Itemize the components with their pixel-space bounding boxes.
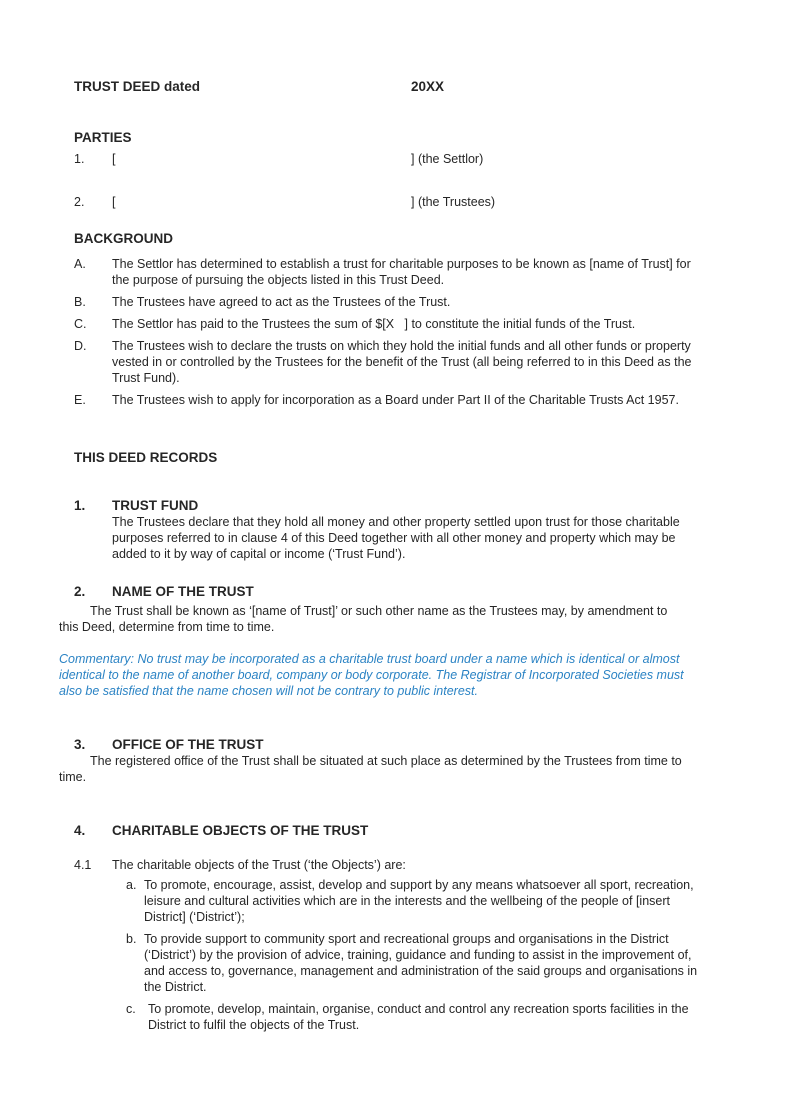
object-text: To promote, develop, maintain, organise, conduct and control any recreation sports facilities in the District to fulfil the objects of the Trust.: [148, 1002, 689, 1032]
item-text: The Trustees have agreed to act as the Trustees of the Trust.: [112, 295, 451, 309]
background-item-c: [74, 316, 750, 332]
section-heading-trust-fund: [74, 498, 750, 514]
section-title: NAME OF THE TRUST: [112, 584, 254, 599]
item-label: E.: [74, 393, 86, 407]
background-heading: BACKGROUND: [74, 231, 173, 246]
party-role-settlor: ] (the Settlor): [411, 152, 484, 166]
clause-4-1: [74, 857, 750, 873]
section-body-office-of-trust: The registered office of the Trust shall be situated at such place as determined by the Trustees from time to time.: [59, 754, 682, 784]
party-role-trustees: ] (the Trustees): [411, 195, 496, 209]
clause-number: 4.1: [74, 858, 92, 872]
item-text: The Trustees wish to declare the trusts on which they hold the initial funds and all other funds or property vested in or controlled by the Trustees for the benefit of the Trust (all being referred to in this Deed as the Trust Fund).: [112, 339, 692, 385]
object-item-a: [126, 877, 750, 925]
item-label: B.: [74, 295, 86, 309]
document-year: 20XX: [411, 79, 445, 94]
item-label: A.: [74, 257, 86, 271]
bracket-open: [: [112, 195, 116, 209]
section-body-name-of-trust: The Trust shall be known as ‘[name of Trust]’ or such other name as the Trustees may, by amendment to this Deed, determine from time to time.: [59, 604, 668, 634]
section-number: 1.: [74, 498, 86, 513]
section-heading-name-of-trust: [74, 584, 750, 600]
party-row-trustees: [74, 194, 750, 210]
object-label: b.: [126, 932, 137, 946]
background-item-a: [74, 256, 750, 288]
section-title: TRUST FUND: [112, 498, 199, 513]
background-item-d: [74, 338, 750, 386]
section-number: 3.: [74, 737, 86, 752]
item-label: D.: [74, 339, 87, 353]
parties-heading: PARTIES: [74, 130, 132, 145]
objects-list: [126, 877, 750, 1033]
object-label: a.: [126, 878, 137, 892]
item-text: The Settlor has determined to establish a trust for charitable purposes to be known as [name of Trust] for the purpose of pursuing the objects listed in this Trust Deed.: [112, 257, 691, 287]
document-title: TRUST DEED dated: [74, 79, 201, 94]
document-header: [74, 79, 750, 95]
bracket-open: [: [112, 152, 116, 166]
party-row-settlor: [74, 151, 750, 167]
clause-text: The charitable objects of the Trust (‘the Objects’) are:: [112, 858, 406, 872]
section-title: CHARITABLE OBJECTS OF THE TRUST: [112, 823, 369, 838]
section-number: 2.: [74, 584, 86, 599]
section-body-trust-fund: The Trustees declare that they hold all money and other property settled upon trust for those charitable purposes referred to in clause 4 of this Deed together with all other money and property which may be added to it by way of capital or income (‘Trust Fund’).: [112, 515, 680, 561]
background-item-b: [74, 294, 750, 310]
object-label: c.: [126, 1002, 136, 1016]
section-title: OFFICE OF THE TRUST: [112, 737, 264, 752]
item-label: C.: [74, 317, 87, 331]
commentary-note: Commentary: No trust may be incorporated as a charitable trust board under a name which is identical or almost identical to the name of another board, company or body corporate. The Registrar of Incorporated Societies must also be satisfied that the name chosen will not be contrary to public interest.: [59, 652, 684, 698]
object-item-c: [126, 1001, 750, 1033]
section-heading-charitable-objects: [74, 823, 750, 839]
object-text: To promote, encourage, assist, develop and support by any means whatsoever all sport, recreation, leisure and cultural activities which are in the interests and the wellbeing of the people of [insert District] (‘District’);: [144, 878, 694, 924]
background-item-e: [74, 392, 750, 408]
section-heading-office-of-trust: [74, 737, 750, 753]
section-number: 4.: [74, 823, 86, 838]
object-item-b: [126, 931, 750, 995]
deed-records-heading: THIS DEED RECORDS: [74, 450, 218, 465]
item-text: The Trustees wish to apply for incorporation as a Board under Part II of the Charitable Trusts Act 1957.: [112, 393, 679, 407]
item-text: The Settlor has paid to the Trustees the sum of $[X ] to constitute the initial funds of the Trust.: [112, 317, 636, 331]
party-number: 2.: [74, 195, 85, 209]
object-text: To provide support to community sport and recreational groups and organisations in the District (‘District’) by the provision of advice, training, guidance and funding to assist in the improvement of, and access to, governance, management and administration of the said groups and organisations in the District.: [144, 932, 698, 994]
party-number: 1.: [74, 152, 85, 166]
